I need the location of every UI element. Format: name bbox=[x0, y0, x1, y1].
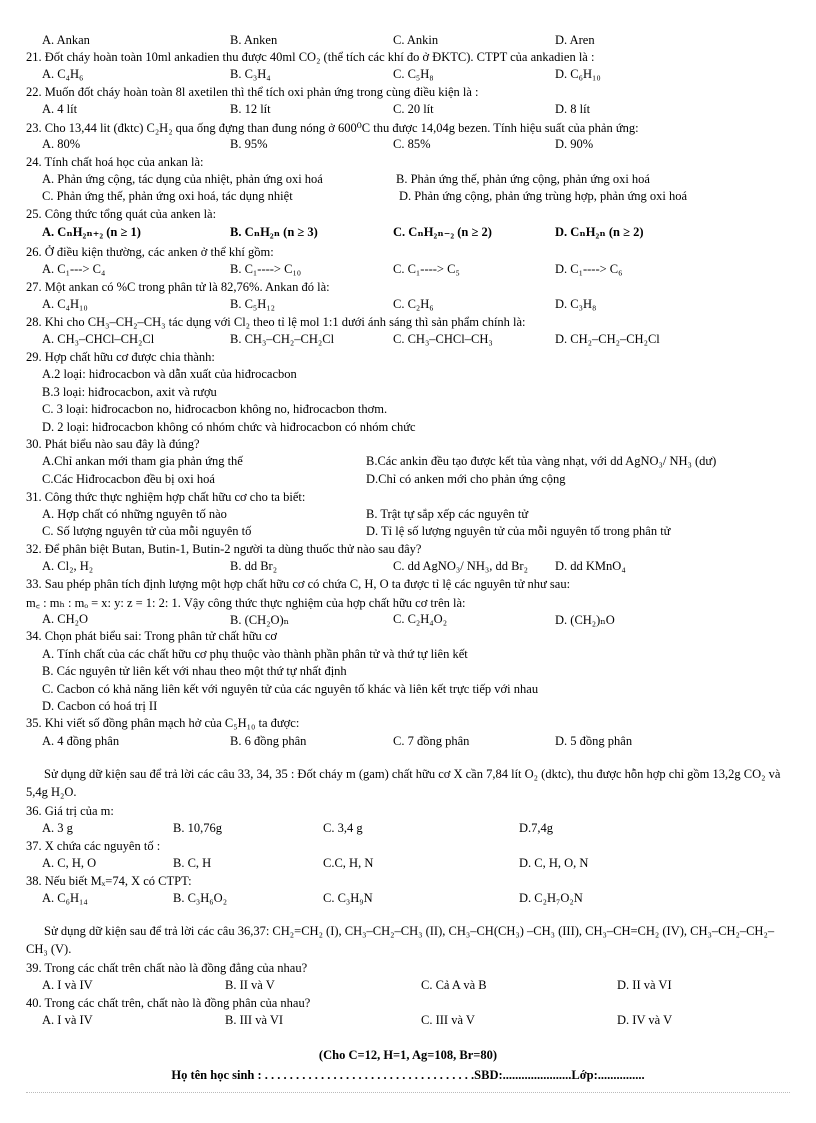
q22-option-a: A. 4 lít bbox=[42, 102, 78, 116]
q21-option-b: B. C₃H₄ bbox=[230, 67, 271, 81]
q40-option-b: B. III và VI bbox=[225, 1013, 284, 1027]
q38-option-d: D. C₂H₇O₂N bbox=[519, 891, 583, 905]
q28-option-d: D. CH₂–CH₂–CH₂Cl bbox=[555, 332, 660, 346]
question-24: 24. Tính chất hoá học của ankan là: bbox=[26, 155, 204, 169]
q23-option-a: A. 80% bbox=[42, 137, 81, 151]
q25-option-a: A. CₙH₂ₙ₊₂ (n ≥ 1) bbox=[42, 225, 141, 239]
question-29: 29. Hợp chất hữu cơ được chia thành: bbox=[26, 350, 215, 364]
q27-option-a: A. C₄H₁₀ bbox=[42, 297, 88, 311]
question-31: 31. Công thức thực nghiệm hợp chất hữu cơ cho ta biết: bbox=[26, 490, 306, 504]
q33-option-a: A. CH₂O bbox=[42, 612, 89, 626]
q22-option-b: B. 12 lít bbox=[230, 102, 271, 116]
q33-option-d: D. (CH₂)ₙO bbox=[555, 613, 615, 627]
q22-option-c: C. 20 lít bbox=[393, 102, 434, 116]
q40-option-d: D. IV và V bbox=[617, 1013, 673, 1027]
q39-option-d: D. II và VI bbox=[617, 978, 672, 992]
q26-option-b: B. C₁----> C₁₀ bbox=[230, 262, 302, 276]
q25-option-c: C. CₙH₂ₙ₋₂ (n ≥ 2) bbox=[393, 225, 492, 239]
q34-option-c: C. Cacbon có khả năng liên kết với nguyên tử của các nguyên tố khác và liên kết trực tiếp với nhau bbox=[42, 682, 539, 696]
q29-option-a: A.2 loại: hiđrocacbon và dẫn xuất của hiđrocacbon bbox=[42, 367, 297, 381]
q28-option-a: A. CH₃–CHCl–CH₂Cl bbox=[42, 332, 155, 346]
q21-option-a: A. C₄H₆ bbox=[42, 67, 84, 81]
question-32: 32. Để phân biệt Butan, Butin-1, Butin-2 người ta dùng thuốc thử nào sau đây? bbox=[26, 542, 422, 556]
question-27: 27. Một ankan có %C trong phân tử là 82,76%. Ankan đó là: bbox=[26, 280, 330, 294]
question-38: 38. Nếu biết Mₓ=74, X có CTPT: bbox=[26, 874, 192, 888]
q31-option-b: B. Trật tự sắp xếp các nguyên tử bbox=[366, 507, 529, 521]
q34-option-a: A. Tính chất của các chất hữu cơ phụ thuộc vào thành phần phân tử và thứ tự liên kết bbox=[42, 647, 468, 661]
q35-option-c: C. 7 đồng phân bbox=[393, 734, 470, 748]
q26-option-a: A. C₁---> C₄ bbox=[42, 262, 106, 276]
page-bottom-rule bbox=[26, 1092, 790, 1093]
q37-option-b: B. C, H bbox=[173, 856, 212, 870]
q36-option-c: C. 3,4 g bbox=[323, 821, 363, 835]
q40-option-c: C. III và V bbox=[421, 1013, 475, 1027]
question-36: 36. Giá trị của m: bbox=[26, 804, 114, 818]
q32-option-c: C. dd AgNO₃/ NH₃, dd Br₂ bbox=[393, 559, 528, 573]
q26-option-d: D. C₁----> C₆ bbox=[555, 262, 623, 276]
q30-option-a: A.Chỉ ankan mới tham gia phản ứng thế bbox=[42, 454, 243, 468]
student-info-line: Họ tên học sinh : . . . . . . . . . . . . . . . . . . . . . . . . . . . . . . . . . .SBD:......................Lớp:............... bbox=[171, 1068, 645, 1082]
q30-option-c: C.Các Hiđrocacbon đều bị oxi hoá bbox=[42, 472, 215, 486]
q22-option-d: D. 8 lít bbox=[555, 102, 591, 116]
q31-option-d: D. Tỉ lệ số lượng nguyên tử của mỗi nguyên tố trong phân tử bbox=[366, 524, 671, 538]
q36-option-a: A. 3 g bbox=[42, 821, 73, 835]
question-39: 39. Trong các chất trên chất nào là đồng đẳng của nhau? bbox=[26, 961, 308, 975]
q32-option-d: D. dd KMnO₄ bbox=[555, 559, 626, 573]
q28-option-c: C. CH₃–CHCl–CH₃ bbox=[393, 332, 493, 346]
question-35: 35. Khi viết số đồng phân mạch hở của C₅H₁₀ ta được: bbox=[26, 716, 300, 730]
q40-option-a: A. I và IV bbox=[42, 1013, 93, 1027]
q24-option-a: A. Phản ứng cộng, tác dụng của nhiệt, phản ứng oxi hoá bbox=[42, 172, 323, 186]
q35-option-a: A. 4 đồng phân bbox=[42, 734, 120, 748]
q38-option-c: C. C₃H₉N bbox=[323, 891, 373, 905]
passage-1: Sử dụng dữ kiện sau để trả lời các câu 33, 34, 35 : Đốt cháy m (gam) chất hữu cơ X cần 7,84 lít O₂ (dktc), thu được hỗn hợp chỉ gồm 13,2g CO₂ và 5,4g H₂O. bbox=[26, 767, 781, 799]
q35-option-b: B. 6 đồng phân bbox=[230, 734, 307, 748]
q38-option-b: B. C₃H₆O₂ bbox=[173, 891, 228, 905]
option-b-top: B. Anken bbox=[230, 33, 278, 47]
option-a-top: A. Ankan bbox=[42, 33, 90, 47]
q33-option-b: B. (CH₂O)ₙ bbox=[230, 613, 290, 627]
q36-option-b: B. 10,76g bbox=[173, 821, 222, 835]
option-c-top: C. Ankin bbox=[393, 33, 439, 47]
q24-option-d: D. Phản ứng cộng, phản ứng trùng hợp, phản ứng oxi hoá bbox=[399, 189, 688, 203]
q25-option-b: B. CₙH₂ₙ (n ≥ 3) bbox=[230, 225, 318, 239]
question-25: 25. Công thức tổng quát của anken là: bbox=[26, 207, 217, 221]
question-21: 21. Đốt cháy hoàn toàn 10ml ankadien thu được 40ml CO₂ (thể tích các khí đo ở ĐKTC). CTPT của ankadien là : bbox=[26, 50, 595, 64]
question-33-ratio: m꜀ : mₕ : mₒ = x: y: z = 1: 2: 1. Vậy công thức thực nghiệm của hợp chất hữu cơ trên là: bbox=[26, 596, 466, 610]
q36-option-d: D.7,4g bbox=[519, 821, 554, 835]
q27-option-d: D. C₃H₈ bbox=[555, 297, 597, 311]
q23-option-c: C. 85% bbox=[393, 137, 431, 151]
q31-option-c: C. Số lượng nguyên tử của mỗi nguyên tố bbox=[42, 524, 252, 538]
q39-option-c: C. Cả A và B bbox=[421, 978, 487, 992]
question-23: 23. Cho 13,44 lit (đktc) C₂H₂ qua ống đựng than đung nóng ở 600⁰C thu được 14,04g bezen. Tính hiệu suất của phản ứng: bbox=[26, 121, 639, 135]
q33-option-c: C. C₂H₄O₂ bbox=[393, 612, 448, 626]
q34-option-d: D. Cacbon có hoá trị II bbox=[42, 699, 158, 713]
question-30: 30. Phát biểu nào sau đây là đúng? bbox=[26, 437, 200, 451]
question-40: 40. Trong các chất trên, chất nào là đồng phân của nhau? bbox=[26, 996, 311, 1010]
q24-option-c: C. Phản ứng thế, phản ứng oxi hoá, tác dụng nhiệt bbox=[42, 189, 293, 203]
q21-option-c: C. C₅H₈ bbox=[393, 67, 434, 81]
q29-option-d: D. 2 loại: hiđrocacbon không có nhóm chức và hiđrocacbon có nhóm chức bbox=[42, 420, 416, 434]
q29-option-b: B.3 loại: hiđrocacbon, axit và rượu bbox=[42, 385, 217, 399]
q37-option-c: C.C, H, N bbox=[323, 856, 374, 870]
q39-option-b: B. II và V bbox=[225, 978, 275, 992]
question-34: 34. Chọn phát biểu sai: Trong phân tử chất hữu cơ bbox=[26, 629, 278, 643]
q30-option-d: D.Chỉ có anken mới cho phản ứng cộng bbox=[366, 472, 566, 486]
q37-option-d: D. C, H, O, N bbox=[519, 856, 589, 870]
question-28: 28. Khi cho CH₃–CH₂–CH₃ tác dụng với Cl₂ theo tỉ lệ mol 1:1 dưới ánh sáng thì sản phẩm chính là: bbox=[26, 315, 526, 329]
question-33: 33. Sau phép phân tích định lượng một hợp chất hữu cơ có chứa C, H, O ta được tỉ lệ các nguyên tử như sau: bbox=[26, 577, 571, 591]
q32-option-a: A. Cl₂, H₂ bbox=[42, 559, 94, 573]
passage-2: Sử dụng dữ kiện sau để trả lời các câu 36,37: CH₂=CH₂ (I), CH₃–CH₂–CH₃ (II), CH₃–CH(CH₃) –CH₃ (III), CH₃–CH=CH₂ (IV), CH₃–CH₂–CH₂–CH₃ (V). bbox=[26, 924, 775, 956]
q27-option-b: B. C₅H₁₂ bbox=[230, 297, 276, 311]
question-22: 22. Muốn đốt cháy hoàn toàn 8l axetilen thì thể tích oxi phản ứng trong cùng điều kiện là : bbox=[26, 85, 479, 99]
q26-option-c: C. C₁----> C₅ bbox=[393, 262, 460, 276]
q34-option-b: B. Các nguyên tử liên kết với nhau theo một thứ tự nhất định bbox=[42, 664, 347, 678]
q28-option-b: B. CH₃–CH₂–CH₂Cl bbox=[230, 332, 335, 346]
q29-option-c: C. 3 loại: hiđrocacbon no, hiđrocacbon không no, hiđrocacbon thơm. bbox=[42, 402, 388, 416]
atomic-masses-note: (Cho C=12, H=1, Ag=108, Br=80) bbox=[318, 1048, 498, 1062]
q23-option-d: D. 90% bbox=[555, 137, 594, 151]
q32-option-b: B. dd Br₂ bbox=[230, 559, 278, 573]
q23-option-b: B. 95% bbox=[230, 137, 268, 151]
q35-option-d: D. 5 đồng phân bbox=[555, 734, 633, 748]
q30-option-b: B.Các ankin đều tạo được kết tủa vàng nhạt, với dd AgNO₃/ NH₃ (dư) bbox=[366, 454, 717, 468]
q31-option-a: A. Hợp chất có những nguyên tố nào bbox=[42, 507, 227, 521]
q25-option-d: D. CₙH₂ₙ (n ≥ 2) bbox=[555, 225, 644, 239]
q37-option-a: A. C, H, O bbox=[42, 856, 97, 870]
q38-option-a: A. C₆H₁₄ bbox=[42, 891, 88, 905]
q27-option-c: C. C₂H₆ bbox=[393, 297, 434, 311]
q39-option-a: A. I và IV bbox=[42, 978, 93, 992]
q24-option-b: B. Phản ứng thế, phản ứng cộng, phản ứng oxi hoá bbox=[396, 172, 650, 186]
q21-option-d: D. C₆H₁₀ bbox=[555, 67, 601, 81]
question-37: 37. X chứa các nguyên tố : bbox=[26, 839, 161, 853]
question-26: 26. Ở điều kiện thường, các anken ở thể khí gồm: bbox=[26, 245, 274, 259]
option-d-top: D. Aren bbox=[555, 33, 595, 47]
